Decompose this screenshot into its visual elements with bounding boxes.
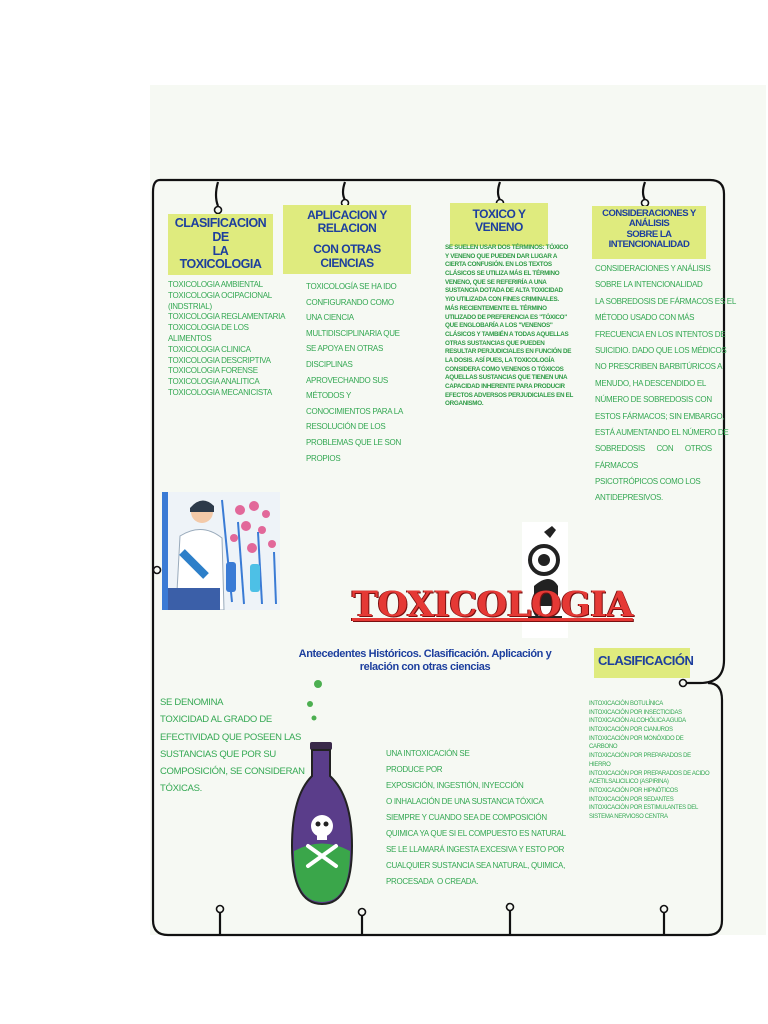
text-line: VENENO, QUE SE REFERIRÍA A UNA [445,278,547,286]
text-line: TÓXICAS. [160,783,202,795]
text-line: MULTIDISCIPLINARIA QUE [306,328,400,338]
page-title: TOXICOLOGIA [352,584,633,625]
list-item: TOXICOLOGIA FORENSE [168,366,258,376]
text-line: ESTOS FÁRMACOS; SIN EMBARGO, [595,411,725,421]
text-line: Y VENENO QUE PUEDEN DAR LUGAR A [445,252,558,260]
text-line: PROCESADA O CREADA. [386,877,479,886]
text-line: Y/O UTILIZADA CON FINES CRIMINALES. [445,296,559,304]
text-line: PROBLEMAS QUE LE SON [306,437,401,447]
text-line: RESULTAR PERJUDICIALES EN FUNCIÓN DE [445,348,572,356]
list-item: INTOXICACIÓN POR PREPARADOS DE [589,753,691,760]
text-line: CAPACIDAD INHERENTE PARA PRODUCIR [445,383,565,390]
text-line: CONSIDERACIONES Y ANÁLISIS [595,264,711,273]
list-item: TOXICOLOGIA DESCRIPTIVA [168,355,271,365]
list-item: INTOXICACIÓN ALCOHÓLICA AGUDA [589,718,686,725]
text-line: EFECTIVIDAD QUE POSEEN LAS [160,731,302,743]
list-item: SISTEMA NERVIOSO CENTRA [589,813,668,820]
text-line: QUE ENGLOBARÍA A LOS "VENENOS" [445,322,553,330]
list-item: INTOXICACIÓN POR MONÓXIDO DE [589,735,684,742]
text-line: COMPOSICIÓN, SE CONSIDERAN [160,766,305,778]
heading-consideraciones [592,206,706,259]
text-line: CLÁSICOS SE UTILIZA MÁS EL TÉRMINO [445,270,560,278]
text-line: EFECTOS ADVERSOS PERJUDICIALES EN EL [445,391,574,399]
text-line: TOXICOLOGÍA SE HA IDO [306,282,397,291]
text-line: SOBREDOSIS CON OTROS [595,444,712,454]
text-line: SUICIDIO. DADO QUE LOS MÉDICOS [595,345,727,355]
aplicacion-text [306,279,403,466]
text-line: ESTÁ AUMENTANDO EL NÚMERO DE [595,427,729,437]
clasificacion-list [589,700,709,822]
text-line: ANTIDEPRESIVOS. [595,493,663,503]
list-item: ACETILSALICILICO (ASPIRINA) [589,779,669,786]
toxico-veneno-text [445,244,573,409]
text-line: TOXICIDAD AL GRADO DE [160,714,272,726]
text-line: RESOLUCIÓN DE LOS [306,422,386,432]
heading-line: TOXICO Y VENENO [472,207,526,235]
text-line: SUSTANCIAS QUE POR SU [160,748,276,760]
text-line: CUALQUIER SUSTANCIA SEA NATURAL, QUIMICA, [386,861,565,870]
text-line: UNA INTOXICACIÓN SE [386,749,470,758]
text-line: CLÁSICOS Y TAMBIÉN A TODAS AQUELLAS [445,330,569,338]
text-line: NÚMERO DE SOBREDOSIS CON [595,395,712,405]
list-item: ALIMENTOS [168,333,212,343]
text-line: LA SOBREDOSIS DE FÁRMACOS ES EL [595,296,736,306]
text-line: OTRAS SUSTANCIAS QUE PUEDEN [445,339,545,347]
clasificacion-toxicologia-list [168,280,285,399]
text-line: MÉTODO USADO CON MÁS [595,313,695,323]
heading-line: CONSIDERACIONES Y ANÁLISIS [602,208,696,230]
text-line: CONFIGURANDO COMO [306,297,394,307]
text-line: FÁRMACOS [595,460,638,470]
text-line: PSICOTRÓPICOS COMO LOS [595,477,701,487]
text-line: SE LE LLAMARÁ INGESTA EXCESIVA Y ESTO POR [386,845,565,854]
page-subtitle: Antecedentes Históricos. Clasificación. Aplicación y relación con otras ciencias [298,648,552,674]
text-line: AQUELLAS SUSTANCIAS QUE TIENEN UNA [445,374,568,382]
heading-clasificacion-toxicologia [168,214,273,275]
heading-toxico-veneno [450,203,548,246]
list-item: TOXICOLOGIA MECANICISTA [168,387,272,397]
list-item: INTOXICACIÓN POR CIANUROS [589,727,673,734]
heading-line: APLICACION Y RELACION [307,208,387,236]
text-line: UTILIZADO DE PREFERENCIA ES "TÓXICO" [445,313,567,321]
list-item: INTOXICACIÓN POR SEDANTES [589,796,674,803]
text-line: NO PRESCRIBEN BARBITÚRICOS A [595,362,723,372]
text-line: LA DOSIS. ASÍ PUES, LA TOXICOLOGÍA [445,356,555,364]
text-line: SE SUELEN USAR DOS TÉRMINOS: TÓXICO [445,244,569,251]
text-line: PROPIOS [306,453,341,463]
text-line: CIERTA CONFUSIÓN. EN LOS TEXTOS [445,261,552,269]
text-line: QUIMICA YA QUE SI EL COMPUESTO ES NATURAL [386,829,566,838]
heading-aplicacion [283,205,411,274]
text-line: APROVECHANDO SUS [306,375,388,385]
list-item: INTOXICACIÓN POR INSECTICIDAS [589,709,682,716]
list-item: INTOXICACIÓN POR PREPARADOS DE ACIDO [589,770,710,777]
text-line: MÉTODOS Y [306,391,352,401]
list-item: HIERRO [589,761,611,768]
list-item: TOXICOLOGIA OCIPACIONAL [168,290,272,300]
heading-line: CLASIFICACION DE [174,216,267,244]
text-line: CONOCIMIENTOS PARA LA [306,406,403,416]
text-line: SE DENOMINA [160,697,224,708]
heading-clasificacion [594,648,694,678]
text-line: DISCIPLINAS [306,359,353,369]
text-line: SUSTANCIA DOTADA DE ALTA TOXICIDAD [445,287,563,295]
text-line: MÁS RECIENTEMENTE EL TÉRMINO [445,304,547,312]
text-line: PRODUCE POR [386,765,443,774]
text-line: SOBRE LA INTENCIONALIDAD [595,280,703,290]
list-item: CARBONO [589,744,618,751]
heading-line: LA TOXICOLOGIA [179,243,262,272]
text-line: CONSIDERA COMO VENENOS O TÓXICOS [445,365,564,373]
text-line: O INHALACIÓN DE UNA SUSTANCIA TÓXICA [386,797,544,806]
consideraciones-text [595,261,736,507]
list-item: INTOXICACIÓN POR ESTIMULANTES DEL [589,805,699,812]
text-line: FRECUENCIA EN LOS INTENTOS DE [595,329,726,339]
text-line: ORGANISMO. [445,400,484,408]
heading-line: CLASIFICACIÓN [598,653,694,668]
list-item: TOXICOLOGIA REGLAMENTARIA [168,312,286,322]
text-line: SE APOYA EN OTRAS [306,344,384,354]
list-item: INTOXICACIÓN BOTULÍNICA [589,701,664,707]
text-line: SIEMPRE Y CUANDO SEA DE COMPOSICIÓN [386,813,547,822]
text-line: EXPOSICIÓN, INGESTIÓN, INYECCIÓN [386,781,524,790]
list-item: TOXICOLOGIA AMBIENTAL [168,280,263,289]
scientist-lab-image [162,492,280,610]
toxicidad-text [160,694,305,798]
heading-line: CON OTRAS CIENCIAS [313,242,381,270]
heading-line: SOBRE LA INTENCIONALIDAD [608,228,690,251]
list-item: (INDSTRIAL) [168,301,212,311]
list-item: TOXICOLOGIA CLINICA [168,344,251,354]
list-item: TOXICOLOGIA ANALITICA [168,377,260,387]
poison-bottle-icon [288,676,356,910]
list-item: TOXICOLOGIA DE LOS [168,323,249,333]
text-line: MENUDO, HA DESCENDIDO EL [595,378,707,388]
intoxicacion-text [386,746,566,890]
text-line: UNA CIENCIA [306,313,354,323]
list-item: INTOXICACIÓN POR HIPNÓTICOS [589,787,678,794]
